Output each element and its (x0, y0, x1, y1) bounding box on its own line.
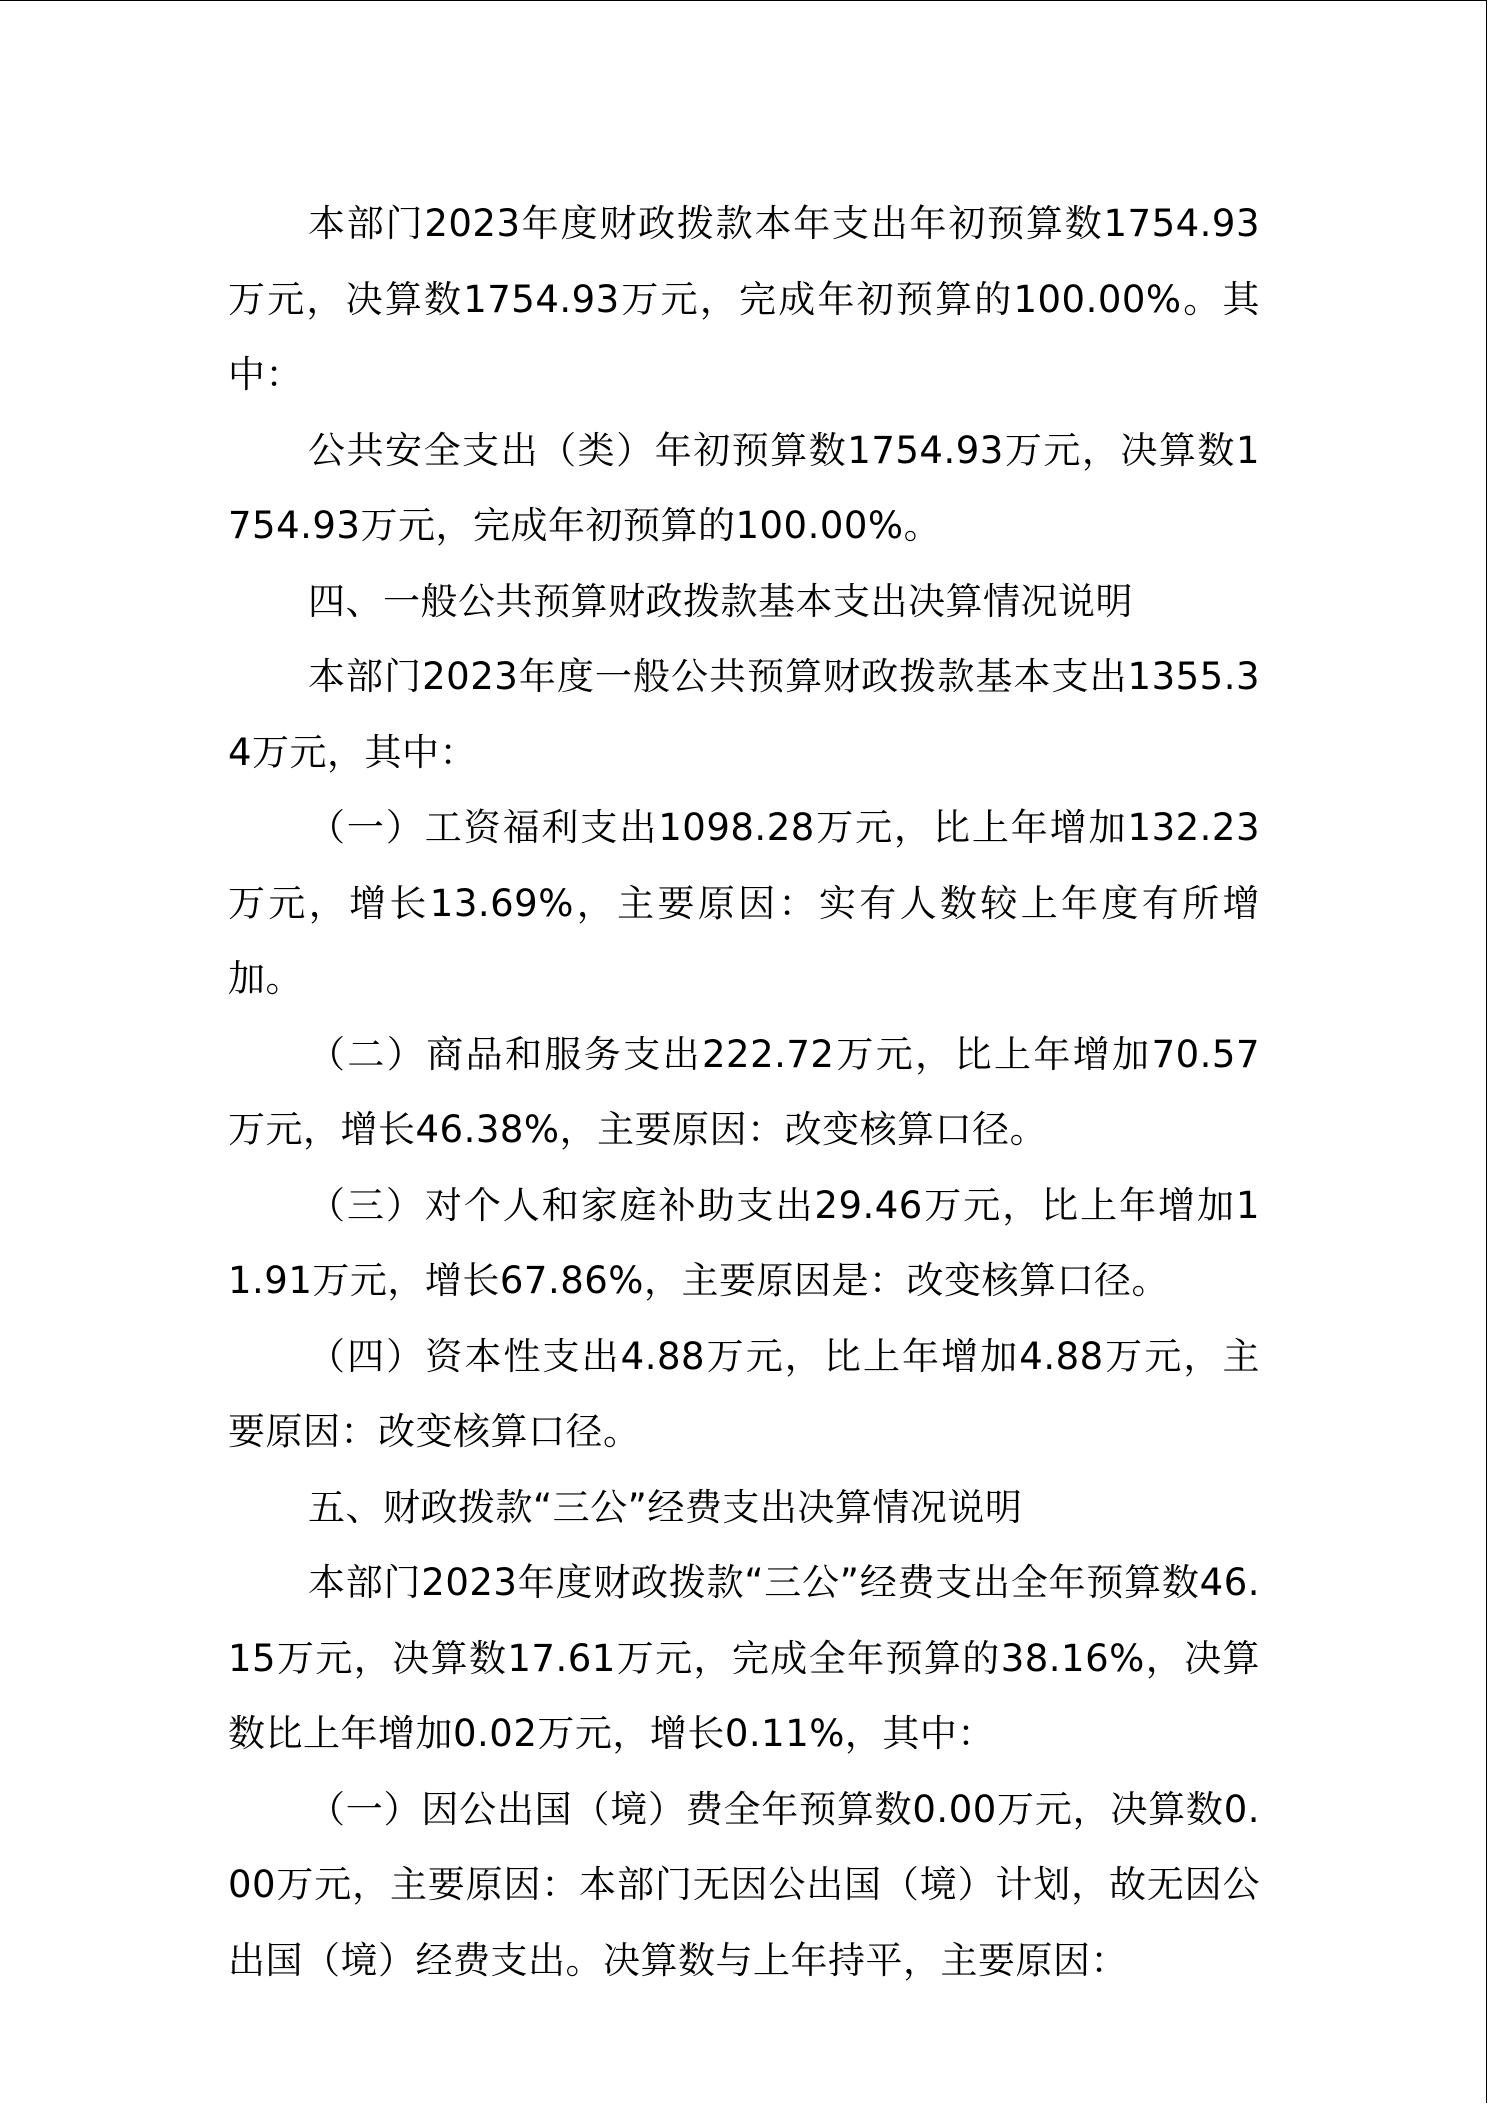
paragraph-individual-family-subsidy: （三）对个人和家庭补助支出29.46万元，比上年增加11.91万元，增长67.86%，主要原因是：改变核算口径。 (228, 1183, 1260, 1302)
paragraph-public-security: 公共安全支出（类）年初预算数1754.93万元，决算数1754.93万元，完成年初预算的100.00%。 (228, 428, 1260, 547)
paragraph-basic-expenditure: 本部门2023年度一般公共预算财政拨款基本支出1355.34万元，其中： (228, 655, 1260, 774)
paragraph-salary-welfare: （一）工资福利支出1098.28万元，比上年增加132.23万元，增长13.69%，主要原因：实有人数较上年度有所增加。 (228, 806, 1260, 1000)
paragraph-budget-summary: 本部门2023年度财政拨款本年支出年初预算数1754.93万元，决算数1754.93万元，完成年初预算的100.00%。其中： (228, 202, 1260, 396)
document-body (228, 186, 1260, 1998)
paragraph-capital-expenditure: （四）资本性支出4.88万元，比上年增加4.88万元，主要原因：改变核算口径。 (228, 1334, 1260, 1453)
paragraph-goods-services: （二）商品和服务支出222.72万元，比上年增加70.57万元，增长46.38%，主要原因：改变核算口径。 (228, 1032, 1260, 1151)
section-heading-three-public: 五、财政拨款“三公”经费支出决算情况说明 (308, 1485, 1023, 1529)
paragraph-three-public-summary: 本部门2023年度财政拨款“三公”经费支出全年预算数46.15万元，决算数17.61万元，完成全年预算的38.16%，决算数比上年增加0.02万元，增长0.11%，其中： (228, 1561, 1260, 1755)
paragraph-overseas-travel: （一）因公出国（境）费全年预算数0.00万元，决算数0.00万元，主要原因：本部门无因公出国（境）计划，故无因公出国（境）经费支出。决算数与上年持平，主要原因： (228, 1787, 1260, 1982)
section-heading-basic-expenditure: 四、一般公共预算财政拨款基本支出决算情况说明 (308, 579, 1133, 623)
